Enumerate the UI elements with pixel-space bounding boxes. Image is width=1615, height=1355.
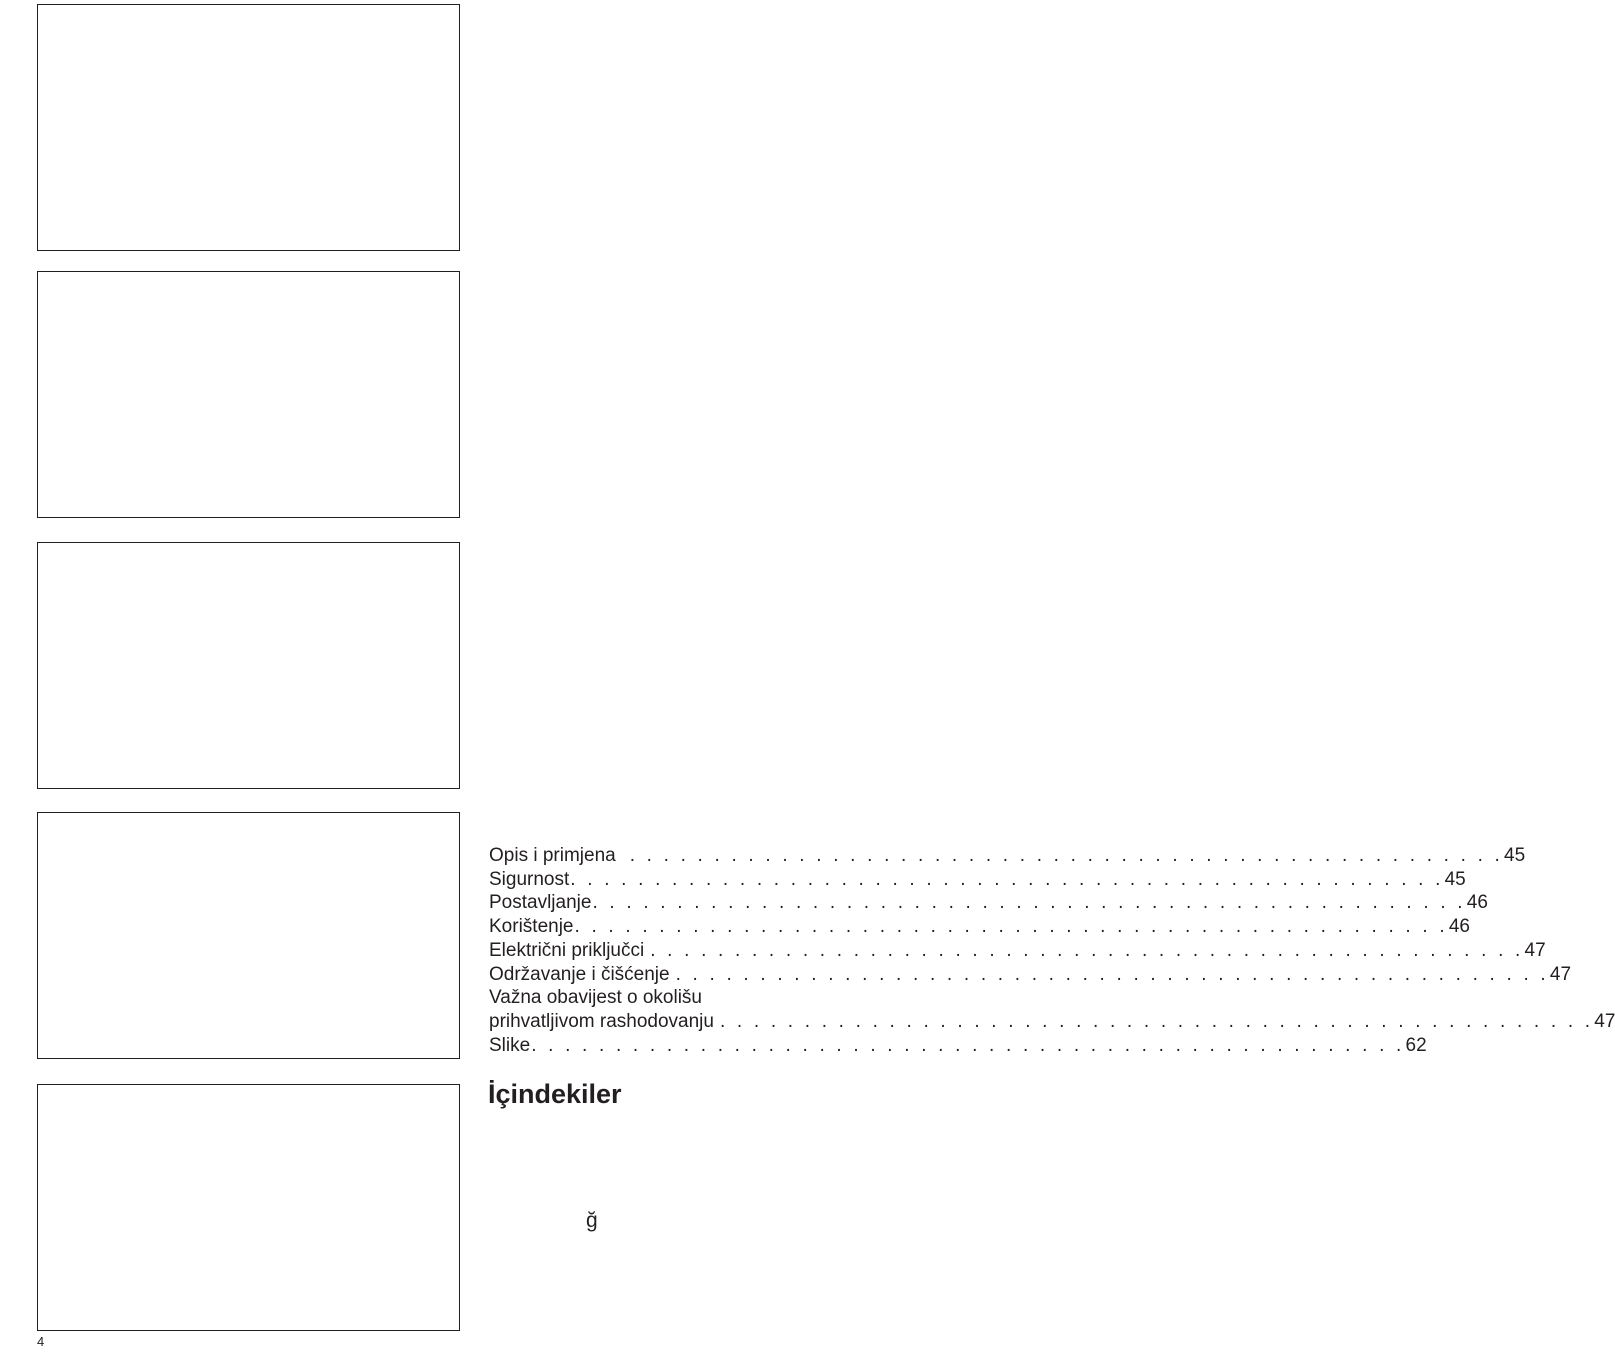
toc-leader-dots: . . . . . . . . . . . . . . . . . . . . . . . . . . . . . . . . . . . . . . . . . . . . . . . . . . . . xyxy=(650,939,1524,961)
toc-entry xyxy=(489,986,899,1010)
toc-entry xyxy=(489,891,1488,915)
toc-entry-page: 47 xyxy=(1549,963,1572,985)
toc-entry-page: 45 xyxy=(1504,845,1526,866)
toc-entry-label: Slike xyxy=(489,1034,531,1056)
toc-leader-dots: . . . . . . . . . . . . . . . . . . . . . . . . . . . . . . . . . . . . . . . . . . . . . . . . . . . . xyxy=(592,892,1466,914)
toc-entry-page: 45 xyxy=(1444,868,1466,890)
figure-frame-5 xyxy=(37,1084,460,1331)
toc-entry-label: Električni priključci xyxy=(489,939,645,961)
toc-entry-label: Opis i primjena xyxy=(489,845,616,866)
toc-leader-dots: . . . . . . . . . . . . . . . . . . . . . . . . . . . . . . . . . . . . . . . . . . . . . . . . . . . . xyxy=(574,916,1448,938)
toc-entry-page: 46 xyxy=(1466,892,1488,914)
stray-character: ğ xyxy=(586,1209,598,1232)
toc-entry-label: Korištenje xyxy=(489,916,574,938)
toc-leader-dots: . . . . . . . . . . . . . . . . . . . . . . . . . . . . . . . . . . . . . . . . . . . . . . . . . . . . xyxy=(531,1034,1405,1056)
toc-entry-page: 47 xyxy=(1594,1010,1615,1032)
toc-entry xyxy=(489,963,1572,987)
toc-entry-page: 46 xyxy=(1448,916,1470,938)
figure-frame-2 xyxy=(37,271,460,518)
toc-entry xyxy=(489,915,1470,939)
figure-frame-1 xyxy=(37,4,460,251)
toc-leader-dots: . . . . . . . . . . . . . . . . . . . . . . . . . . . . . . . . . . . . . . . . . . . . . . . . . . . . xyxy=(570,868,1444,890)
toc-entry xyxy=(489,1034,1427,1058)
figure-frame-3 xyxy=(37,542,460,789)
figure-frame-4 xyxy=(37,812,460,1059)
toc-entry-page: 62 xyxy=(1405,1034,1427,1056)
toc-entry-label: prihvatljivom rashodovanju xyxy=(489,1010,714,1032)
toc-entry-label: Postavljanje xyxy=(489,892,592,914)
toc-leader-dots: . . . . . . . . . . . . . . . . . . . . . . . . . . . . . . . . . . . . . . . . . . . . . . . . . . . . xyxy=(629,845,1504,866)
toc-leader-dots: . . . . . . . . . . . . . . . . . . . . . . . . . . . . . . . . . . . . . . . . . . . . . . . . . . . . xyxy=(675,963,1549,985)
toc-entry-label: Održavanje i čišćenje xyxy=(489,963,670,985)
section-title: İçindekiler xyxy=(488,1079,622,1109)
toc-leader-dots: . . . . . . . . . . . . . . . . . . . . . . . . . . . . . . . . . . . . . . . . . . . . . . . . . . . . xyxy=(719,1010,1594,1032)
toc-entry xyxy=(489,844,1526,868)
toc-entry-page: 47 xyxy=(1524,939,1546,961)
toc-entry-label: Sigurnost xyxy=(489,868,570,890)
page-number: 4 xyxy=(37,1334,45,1349)
toc-entry xyxy=(489,868,1466,892)
toc-entry-label: Važna obavijest o okolišu xyxy=(489,987,702,1009)
toc-entry xyxy=(489,1010,1615,1034)
toc-entry xyxy=(489,939,1546,963)
table-of-contents xyxy=(489,844,1615,1057)
